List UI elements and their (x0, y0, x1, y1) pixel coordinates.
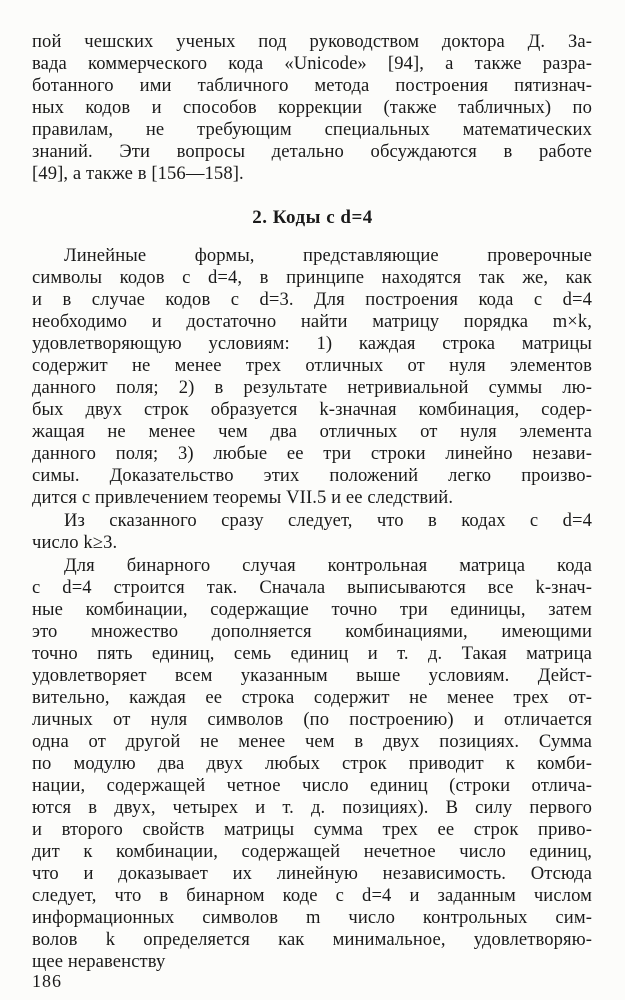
text-line: по модулю два двух любых строк приводит к комби- (32, 753, 592, 774)
text-line: Линейные формы, представляющие проверочные (64, 245, 592, 266)
text-line: удовлетворяющую условиям: 1) каждая строка матрицы (32, 333, 592, 354)
text-line: ных кодов и способов коррекции (также табличных) по (32, 97, 592, 118)
text-line: что и доказывает их линейную независимость. Отсюда (32, 863, 592, 884)
text-line: дит к комбинации, содержащей нечетное число единиц, (32, 841, 592, 862)
text-line: ные комбинации, содержащие точно три единицы, затем (32, 599, 592, 620)
page-number: 186 (32, 971, 62, 991)
text-line: пой чешских ученых под руководством доктора Д. За- (32, 31, 592, 52)
text-line: данного поля; 3) любые ее три строки линейно незави- (32, 443, 592, 464)
text-line: щее неравенству (32, 951, 166, 972)
text-line: ботанного ими табличного метода построения пятизнач- (32, 75, 592, 96)
text-line: волов k определяется как минимальное, удовлетворяю- (32, 929, 592, 950)
text-line: Из сказанного сразу следует, что в кодах с d=4 (64, 510, 592, 531)
text-line: точно пять единиц, семь единиц и т. д. Такая матрица (32, 643, 592, 664)
text-line: это множество дополняется комбинациями, имеющими (32, 621, 592, 642)
text-line: симы. Доказательство этих положений легко произво- (32, 465, 592, 486)
text-line: личных от нуля символов (по построению) и отличается (32, 709, 592, 730)
text-line: ются в двух, четырех и т. д. позициях). В силу первого (32, 797, 592, 818)
text-line: и второго свойств матрицы сумма трех ее строк приво- (32, 819, 592, 840)
text-line: необходимо и достаточно найти матрицу порядка m×k, (32, 311, 592, 332)
text-line: [49], а также в [156—158]. (32, 163, 244, 184)
section-heading: 2. Коды с d=4 (252, 207, 373, 228)
text-line: Для бинарного случая контрольная матрица кода (64, 555, 592, 576)
text-line: вительно, каждая ее строка содержит не менее трех от- (32, 687, 592, 708)
text-line: с d=4 строится так. Сначала выписываются все k-знач- (32, 577, 592, 598)
text-line: удовлетворяет всем указанным выше условиям. Дейст- (32, 665, 592, 686)
text-line: символы кодов с d=4, в принципе находятся так же, как (32, 267, 592, 288)
text-line: нации, содержащей четное число единиц (строки отлича- (32, 775, 592, 796)
text-line: информационных символов m число контрольных сим- (32, 907, 592, 928)
text-line: содержит не менее трех отличных от нуля элементов (32, 355, 592, 376)
text-line: и в случае кодов с d=3. Для построения кода с d=4 (32, 289, 592, 310)
text-line: дится с привлечением теоремы VII.5 и ее следствий. (32, 487, 454, 508)
text-line: данного поля; 2) в результате нетривиальной суммы лю- (32, 377, 592, 398)
text-line: одна от другой не менее чем в двух позициях. Сумма (32, 731, 592, 752)
text-line: жащая не менее чем два отличных от нуля элемента (32, 421, 592, 442)
text-line: правилам, не требующим специальных математических (32, 119, 592, 140)
text-line: вада коммерческого кода «Unicode» [94], а также разра- (32, 53, 592, 74)
text-line: бых двух строк образуется k-значная комбинация, содер- (32, 399, 592, 420)
text-line: число k≥3. (32, 532, 118, 553)
text-line: знаний. Эти вопросы детально обсуждаются в работе (32, 141, 592, 162)
text-line: следует, что в бинарном коде с d=4 и заданным числом (32, 885, 592, 906)
